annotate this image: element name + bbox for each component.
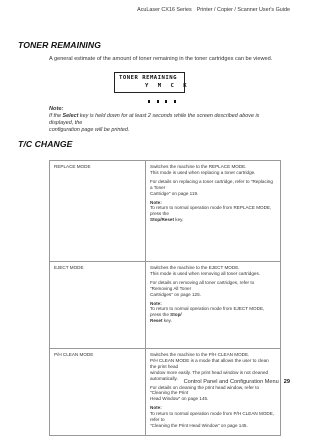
desc-line: window more easily. The print head window is not cleaned automatically. (150, 369, 269, 381)
desc-line: This mode is used when removing all toner cartridges. (150, 270, 261, 276)
cell-note-text: To return to normal operation mode from P/H CLEAN MODE, refer to (150, 411, 275, 423)
select-key-name: Select (62, 113, 79, 119)
desc-line: P/H CLEAN MODE is a mode that allows the user to clean the print head (150, 357, 269, 369)
table-row (50, 349, 281, 436)
toner-intro-text: A general estimate of the amount of toner remaining in the toner cartridges can be viewed. (49, 56, 273, 62)
toner-level-bar-k (174, 100, 176, 103)
desc-line: Switches the machine to the REPLACE MODE. (150, 164, 247, 169)
mode-description-cell (146, 349, 281, 436)
details-line: For details on cleaning the print head window, refer to "Cleaning the Print (150, 384, 260, 396)
table-row (50, 161, 281, 262)
lcd-line-1: TONER REMAINING (119, 75, 178, 81)
page-number: 29 (283, 379, 290, 385)
mode-name-cell: P/H CLEAN MODE (50, 349, 146, 436)
desc-line: Switches the machine to the EJECT MODE. (150, 265, 240, 270)
toner-level-bar-c (165, 100, 167, 103)
note-text (49, 113, 281, 134)
cell-note-text: "Cleaning the Print Head Window" on page 145. (150, 422, 248, 428)
cell-note-text: To return to normal operation mode from REPLACE MODE, press the (150, 205, 272, 217)
tc-change-table (49, 160, 281, 436)
running-header (137, 7, 290, 13)
footer-section-name: Control Panel and Configuration Menu (183, 379, 279, 385)
section-title-toner-remaining: TONER REMAINING (18, 40, 101, 50)
running-footer (184, 379, 290, 385)
toner-level-bar-m (157, 100, 159, 103)
mode-name-cell: EJECT MODE (50, 262, 146, 349)
details-line: Head Window" on page 145. (150, 396, 209, 402)
cell-note-label: Note: (150, 405, 162, 411)
note-label: Note: (49, 106, 64, 112)
header-product: AcuLaser CX16 Series (137, 7, 192, 13)
mode-description-cell (146, 262, 281, 349)
mode-name-cell: REPLACE MODE (50, 161, 146, 262)
note-rest-1: key is held down for at least 2 seconds while the screen described above is displayed, the (49, 113, 260, 126)
note-rest-2: configuration page will be printed. (49, 127, 130, 133)
desc-line: This mode is used when replacing a toner cartridge. (150, 169, 256, 175)
cell-note-end: key. (174, 217, 184, 223)
mode-description-cell (146, 161, 281, 262)
stop-reset-key-name: Stop/Reset (150, 217, 174, 223)
stop-reset-key-name: Stop/ (170, 312, 182, 318)
stop-reset-key-name: Reset (150, 318, 163, 324)
details-line: For details on removing all toner cartridges, refer to "Removing All Toner (150, 279, 255, 291)
toner-level-bar-y (148, 100, 150, 103)
cell-note-label: Note: (150, 300, 162, 306)
desc-line: Switches the machine to the P/H CLEAN MODE. (150, 352, 250, 357)
details-line: Cartridges" on page 125. (150, 291, 201, 297)
cell-note-end: key. (162, 318, 172, 324)
section-title-tc-change: T/C CHANGE (18, 139, 73, 149)
cell-note-label: Note: (150, 199, 162, 205)
details-line: Cartridge" on page 119. (150, 190, 199, 196)
table-row (50, 262, 281, 349)
cell-note-text: To return to normal operation mode from EJECT MODE, press the (150, 306, 265, 318)
header-guide-title: Printer / Copier / Scanner User's Guide (196, 7, 290, 13)
toner-level-bars (148, 88, 182, 107)
note-prefix: If the (49, 113, 63, 119)
details-line: For details on replacing a toner cartridge, refer to "Replacing a Toner (150, 178, 273, 190)
lcd-line-2: Y M C K (145, 83, 190, 89)
lcd-display-illustration (114, 72, 190, 93)
